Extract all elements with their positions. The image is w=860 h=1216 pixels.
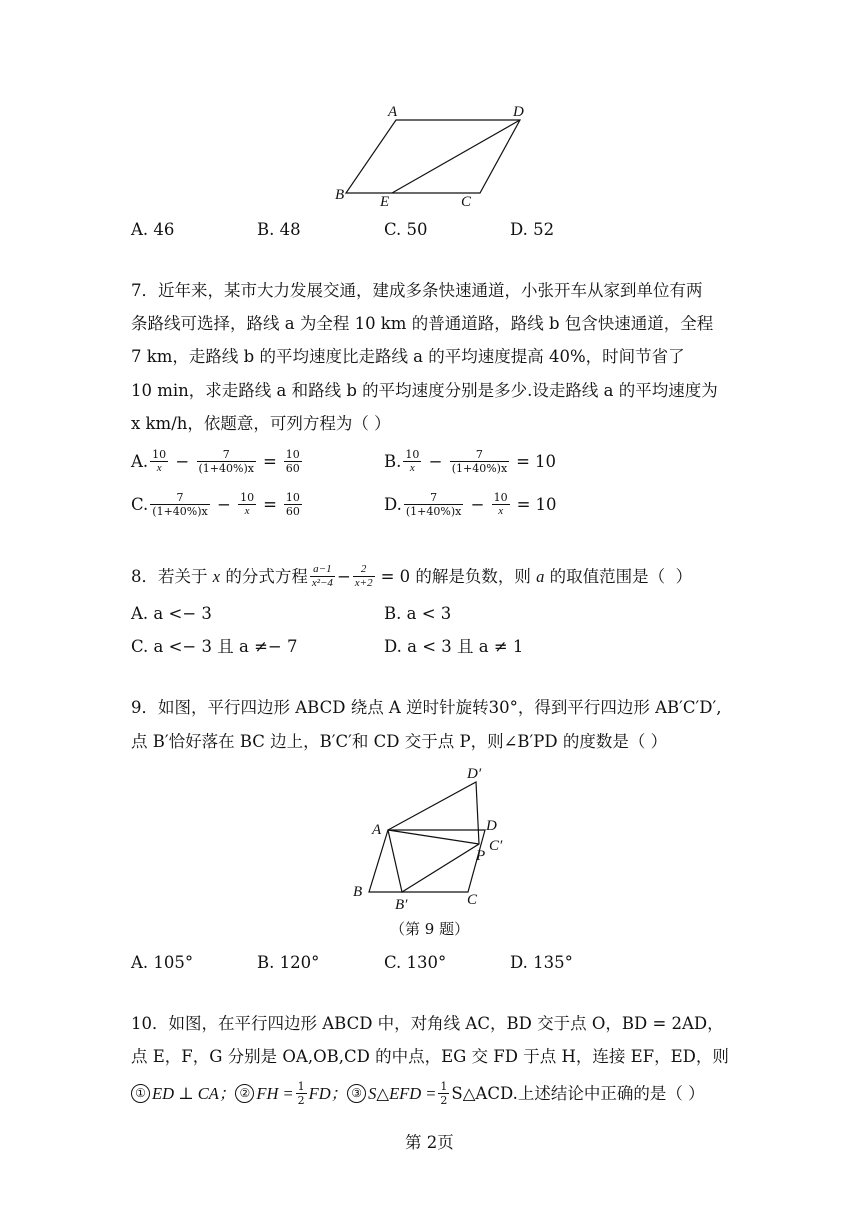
q6-option-b: B. 48 xyxy=(257,220,301,239)
q7-d-frac2: $\frac{10}{x}$ xyxy=(493,491,508,517)
label-C: C xyxy=(461,194,472,210)
q7-option-b-label: B. xyxy=(384,451,402,471)
circled-1: ① xyxy=(131,1084,150,1103)
q8-option-a: A. a <− 3 xyxy=(131,604,212,623)
rotated-parallelogram-figure-q9 xyxy=(345,762,520,912)
q8-stem xyxy=(131,563,692,590)
q10-stmt-2a: FH = xyxy=(256,1083,294,1103)
q7-line-2: 条路线可选择，路线 a 为全程 10 km 的普通道路，路线 b 包含快速通道，全程 xyxy=(131,314,714,333)
q7-b-frac1: $\frac{10}{x}$ xyxy=(405,448,420,474)
q8-eq: = 0 xyxy=(380,566,411,586)
label-B: B xyxy=(353,884,363,900)
q8-frac1: $\frac{a-1}{\text{x²−4}}$ xyxy=(311,563,333,589)
label-A: A xyxy=(372,822,382,838)
q10-stmt-2b: FD； xyxy=(308,1083,348,1103)
q7-c-frac1: $\frac{7}{(1+40\%)x}$ xyxy=(152,491,208,518)
q7-line-5: x km/h，依题意，可列方程为（ ） xyxy=(131,414,391,433)
q7-a-rhs: $\frac{10}{60}$ xyxy=(285,448,300,475)
q10-stmt-3b: S△ACD.上述结论中正确的是（ ） xyxy=(451,1083,705,1103)
q9-option-c: C. 130° xyxy=(384,953,447,972)
label-A: A xyxy=(388,104,398,120)
q7-option-a-label: A. xyxy=(131,451,149,471)
label-P: P xyxy=(476,848,486,864)
q7-line-1: 7．近年来，某市大力发展交通，建成多条快速通道，小张开车从家到单位有两 xyxy=(131,281,703,300)
q7-a-frac1: $\frac{10}{x}$ xyxy=(152,448,167,474)
q8-post1: 的解是负数，则 xyxy=(410,566,537,586)
q8-pre: 8．若关于 xyxy=(131,566,213,586)
q7-option-d xyxy=(384,491,557,518)
q8-option-c: C. a <− 3 且 a ≠− 7 xyxy=(131,637,298,656)
q9-option-a: A. 105° xyxy=(131,953,194,972)
q7-option-a xyxy=(131,448,304,475)
q10-stmt-1: ED ⊥ CA； xyxy=(152,1083,236,1103)
q7-option-c-label: C. xyxy=(131,494,149,514)
q7-c-eq: = xyxy=(263,494,277,514)
q10-line-3 xyxy=(131,1080,705,1107)
label-B: B xyxy=(335,187,345,203)
label-D: D xyxy=(513,104,524,120)
q9-line-2: 点 B′恰好落在 BC 边上，B′C′和 CD 交于点 P，则∠B′PD 的度数是（ ） xyxy=(131,732,668,751)
q7-line-3: 7 km，走路线 b 的平均速度比走路线 a 的平均速度提高 40%，时间节省了 xyxy=(131,347,685,366)
q7-a-frac2: $\frac{7}{(1+40\%)x}$ xyxy=(198,448,254,475)
q10-half-2: $\frac{1}{2}$ xyxy=(440,1080,448,1107)
q7-b-eq: = xyxy=(516,451,530,471)
q9-figure-caption: （第 9 题） xyxy=(390,920,470,938)
label-D-prime: D′ xyxy=(467,766,482,782)
q10-stmt-3a: S△EFD = xyxy=(368,1083,437,1103)
q10-line-2: 点 E，F，G 分别是 OA,OB,CD 的中点，EG 交 FD 于点 H，连接 EF，ED，则 xyxy=(131,1047,729,1066)
q9-line-1: 9．如图，平行四边形 ABCD 绕点 A 逆时针旋转30°，得到平行四边形 AB′C′D′, xyxy=(131,698,722,717)
label-C-prime: C′ xyxy=(489,838,503,854)
q7-option-c xyxy=(131,491,304,518)
q8-mid: 的分式方程 xyxy=(220,566,308,586)
q7-c-rhs: $\frac{10}{60}$ xyxy=(285,491,300,518)
q7-b-minus: − xyxy=(423,451,448,471)
q7-option-b xyxy=(384,448,556,475)
q7-d-rhs: 10 xyxy=(535,494,557,514)
q7-c-minus: − xyxy=(211,494,237,514)
label-C: C xyxy=(467,892,478,908)
q8-var-x: x xyxy=(212,566,221,586)
circled-3: ③ xyxy=(347,1084,366,1103)
q7-option-d-label: D. xyxy=(384,494,402,514)
circled-2: ② xyxy=(235,1084,254,1103)
q7-d-frac1: $\frac{7}{(1+40\%)x}$ xyxy=(405,491,462,518)
q10-line-1: 10．如图，在平行四边形 ABCD 中，对角线 AC，BD 交于点 O，BD = 2AD， xyxy=(131,1014,724,1033)
q7-a-eq: = xyxy=(262,451,277,471)
q8-post2: 的取值范围是（ ） xyxy=(544,566,693,586)
parallelogram-figure-q6 xyxy=(330,100,540,210)
q9-option-d: D. 135° xyxy=(510,953,573,972)
q8-option-b: B. a < 3 xyxy=(384,604,452,623)
q7-c-frac2: $\frac{10}{x}$ xyxy=(240,491,255,517)
q6-option-d: D. 52 xyxy=(510,220,555,239)
q7-d-eq: = xyxy=(516,494,531,514)
q8-var-a: a xyxy=(536,566,545,586)
q7-b-frac2: $\frac{7}{(1+40\%)x}$ xyxy=(451,448,508,475)
label-D: D xyxy=(486,818,497,834)
q7-b-rhs: 10 xyxy=(534,451,556,471)
q10-half-1: $\frac{1}{2}$ xyxy=(297,1080,305,1107)
q6-option-c: C. 50 xyxy=(384,220,428,239)
q8-option-d: D. a < 3 且 a ≠ 1 xyxy=(384,637,524,656)
q7-a-minus: − xyxy=(170,451,195,471)
page-number: 第 2页 xyxy=(405,1133,454,1152)
q8-minus: − xyxy=(336,566,351,586)
q8-frac2: $\frac{2}{x+2}$ xyxy=(354,563,373,589)
q7-line-4: 10 min，求走路线 a 和路线 b 的平均速度分别是多少.设走路线 a 的平均速度为 xyxy=(131,381,718,400)
q6-option-a: A. 46 xyxy=(131,220,175,239)
q9-option-b: B. 120° xyxy=(257,953,320,972)
q7-d-minus: − xyxy=(465,494,490,514)
label-B-prime: B′ xyxy=(395,897,408,912)
label-E: E xyxy=(380,194,390,210)
